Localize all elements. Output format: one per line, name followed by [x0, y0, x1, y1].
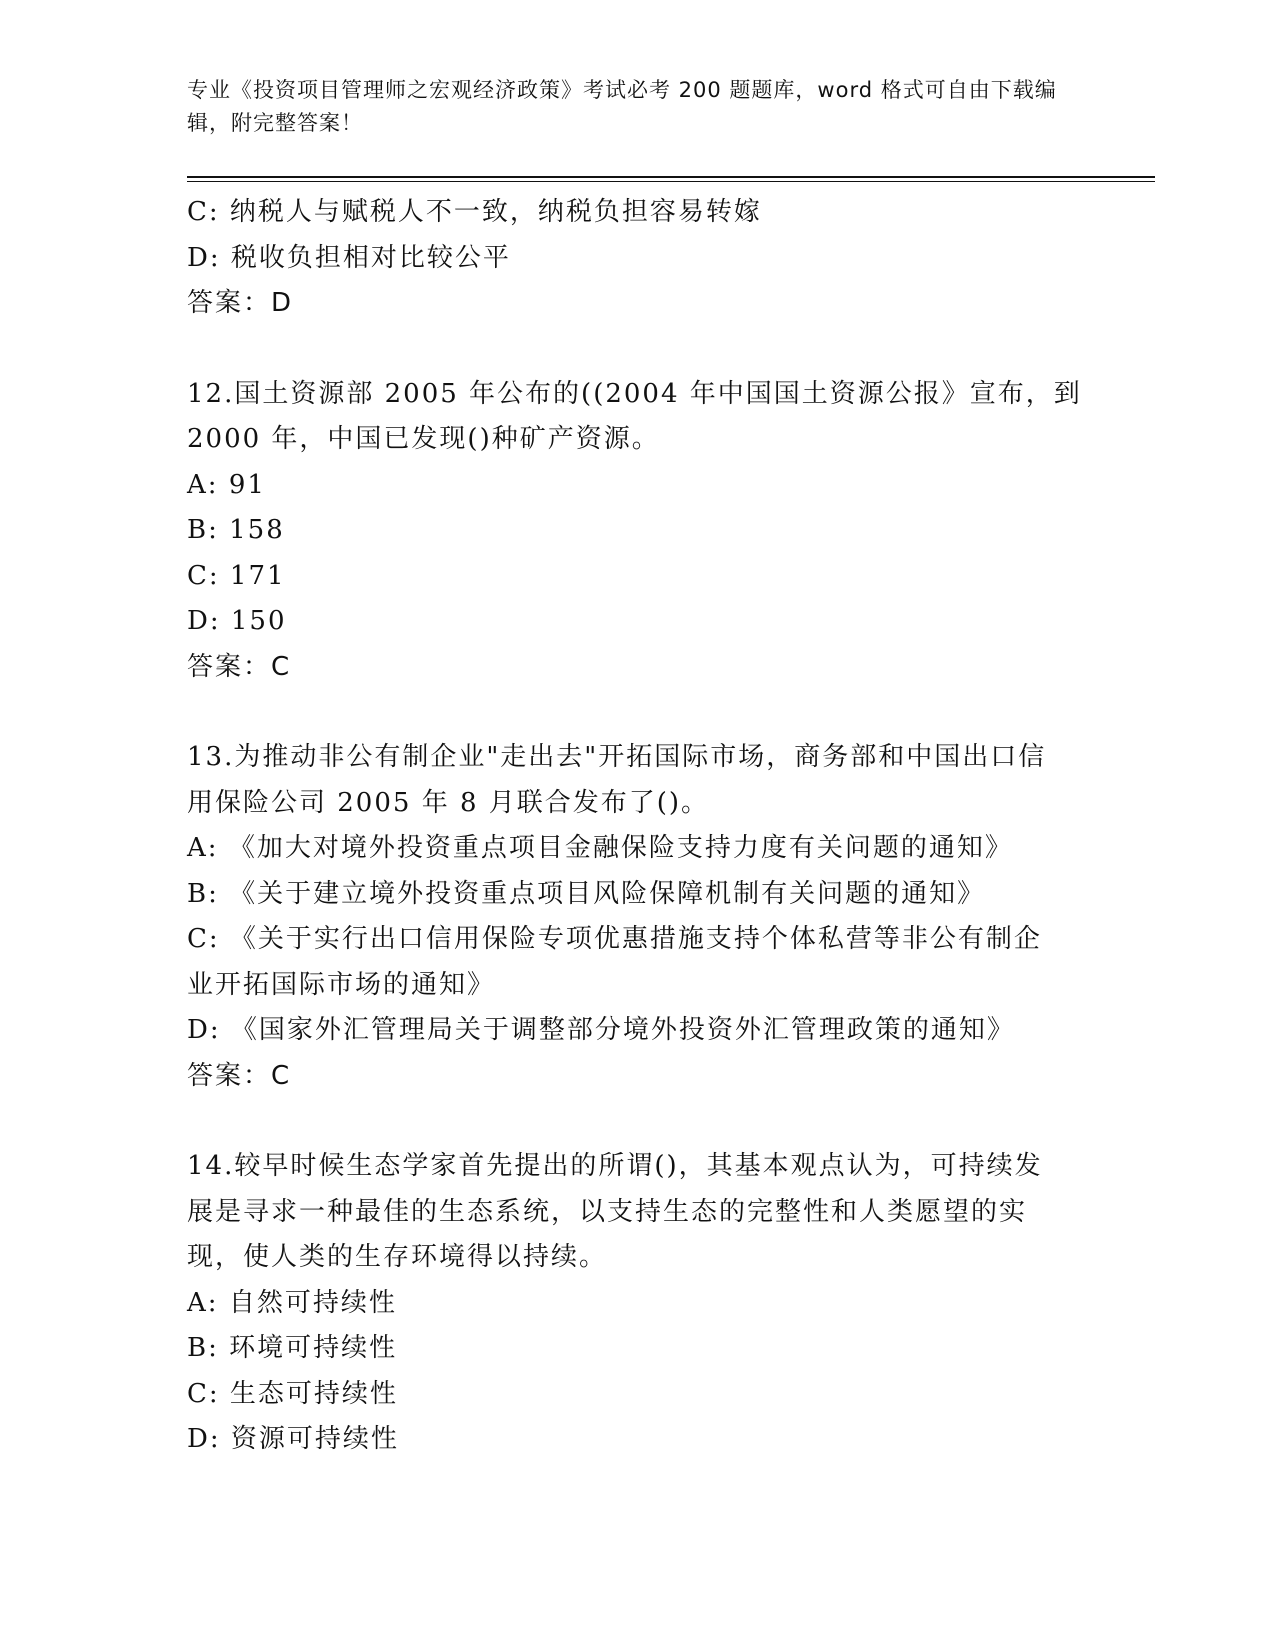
option-text: 环境可持续性 — [229, 1333, 398, 1363]
option-text: 150 — [230, 606, 287, 636]
question-stem-line: 14.较早时候生态学家首先提出的所谓()，其基本观点认为，可持续发 — [187, 1151, 1043, 1181]
option-text: 生态可持续性 — [229, 1378, 398, 1409]
question-14 — [187, 1144, 1087, 1463]
option-d — [187, 236, 1087, 282]
option-c — [187, 554, 1087, 600]
option-b — [187, 872, 1087, 918]
question-stem-line: 现，使人类的生存环境得以持续。 — [187, 1242, 608, 1272]
option-a — [187, 463, 1087, 509]
question-stem-line: 13.为推动非公有制企业"走出去"开拓国际市场，商务部和中国出口信 — [187, 742, 1047, 772]
option-text: 纳税人与赋税人不一致，纳税负担容易转嫁 — [229, 197, 762, 227]
answer: 答案：D — [187, 288, 294, 318]
option-text: 《加大对境外投资重点项目金融保险支持力度有关问题的通知》 — [228, 833, 1013, 863]
option-text: 《关于实行出口信用保险专项优惠措施支持个体私营等非公有制企 — [229, 924, 1042, 954]
page-header: 专业《投资项目管理师之宏观经济政策》考试必考 200 题题库，word 格式可自由下载编辑，附完整答案！ — [187, 78, 1057, 135]
question-stem-line: 2000 年，中国已发现()种矿产资源。 — [187, 424, 660, 454]
option-d — [187, 599, 1087, 645]
option-letter: D: — [187, 1015, 221, 1045]
option-letter: C: — [187, 1378, 220, 1409]
option-d — [187, 1008, 1087, 1054]
option-letter: B: — [187, 878, 219, 909]
answer: 答案：C — [187, 651, 292, 682]
option-letter: A: — [187, 469, 219, 500]
header-rule-thick — [187, 176, 1155, 178]
option-text: 171 — [229, 560, 286, 591]
option-letter: C: — [187, 197, 220, 227]
option-text: 税收负担相对比较公平 — [230, 242, 511, 273]
question-stem-line: 12.国土资源部 2005 年公布的((2004 年中国国土资源公报》宣布，到 — [187, 378, 1082, 409]
option-letter: D: — [187, 606, 221, 636]
option-a — [187, 826, 1087, 872]
question-12 — [187, 372, 1087, 691]
question-11-fragment — [187, 190, 1087, 327]
option-text: 《国家外汇管理局关于调整部分境外投资外汇管理政策的通知》 — [230, 1015, 1015, 1045]
option-text: 《关于建立境外投资重点项目风险保障机制有关问题的通知》 — [229, 878, 986, 909]
option-d — [187, 1417, 1087, 1463]
question-stem-line: 用保险公司 2005 年 8 月联合发布了()。 — [187, 787, 710, 818]
option-letter: D: — [187, 1424, 221, 1454]
question-content — [187, 190, 1087, 1463]
question-13 — [187, 735, 1087, 1099]
option-text: 资源可持续性 — [230, 1424, 399, 1454]
option-a — [187, 1281, 1087, 1327]
answer: 答案：C — [187, 1060, 292, 1091]
header-rule-thin — [187, 181, 1155, 182]
option-text: 自然可持续性 — [228, 1287, 397, 1318]
option-letter: B: — [187, 1333, 219, 1363]
option-letter: C: — [187, 924, 220, 954]
option-c — [187, 917, 1087, 963]
option-letter: D: — [187, 242, 221, 273]
option-text: 91 — [228, 469, 266, 500]
option-c — [187, 1372, 1087, 1418]
option-letter: C: — [187, 560, 220, 591]
option-letter: A: — [187, 833, 219, 863]
question-stem-line: 展是寻求一种最佳的生态系统，以支持生态的完整性和人类愿望的实 — [187, 1196, 1028, 1227]
option-b — [187, 1326, 1087, 1372]
option-c-continued: 业开拓国际市场的通知》 — [187, 969, 496, 1000]
option-text: 158 — [229, 515, 285, 545]
option-letter: A: — [187, 1287, 219, 1318]
option-c — [187, 190, 1087, 236]
option-letter: B: — [187, 515, 219, 545]
option-b — [187, 508, 1087, 554]
